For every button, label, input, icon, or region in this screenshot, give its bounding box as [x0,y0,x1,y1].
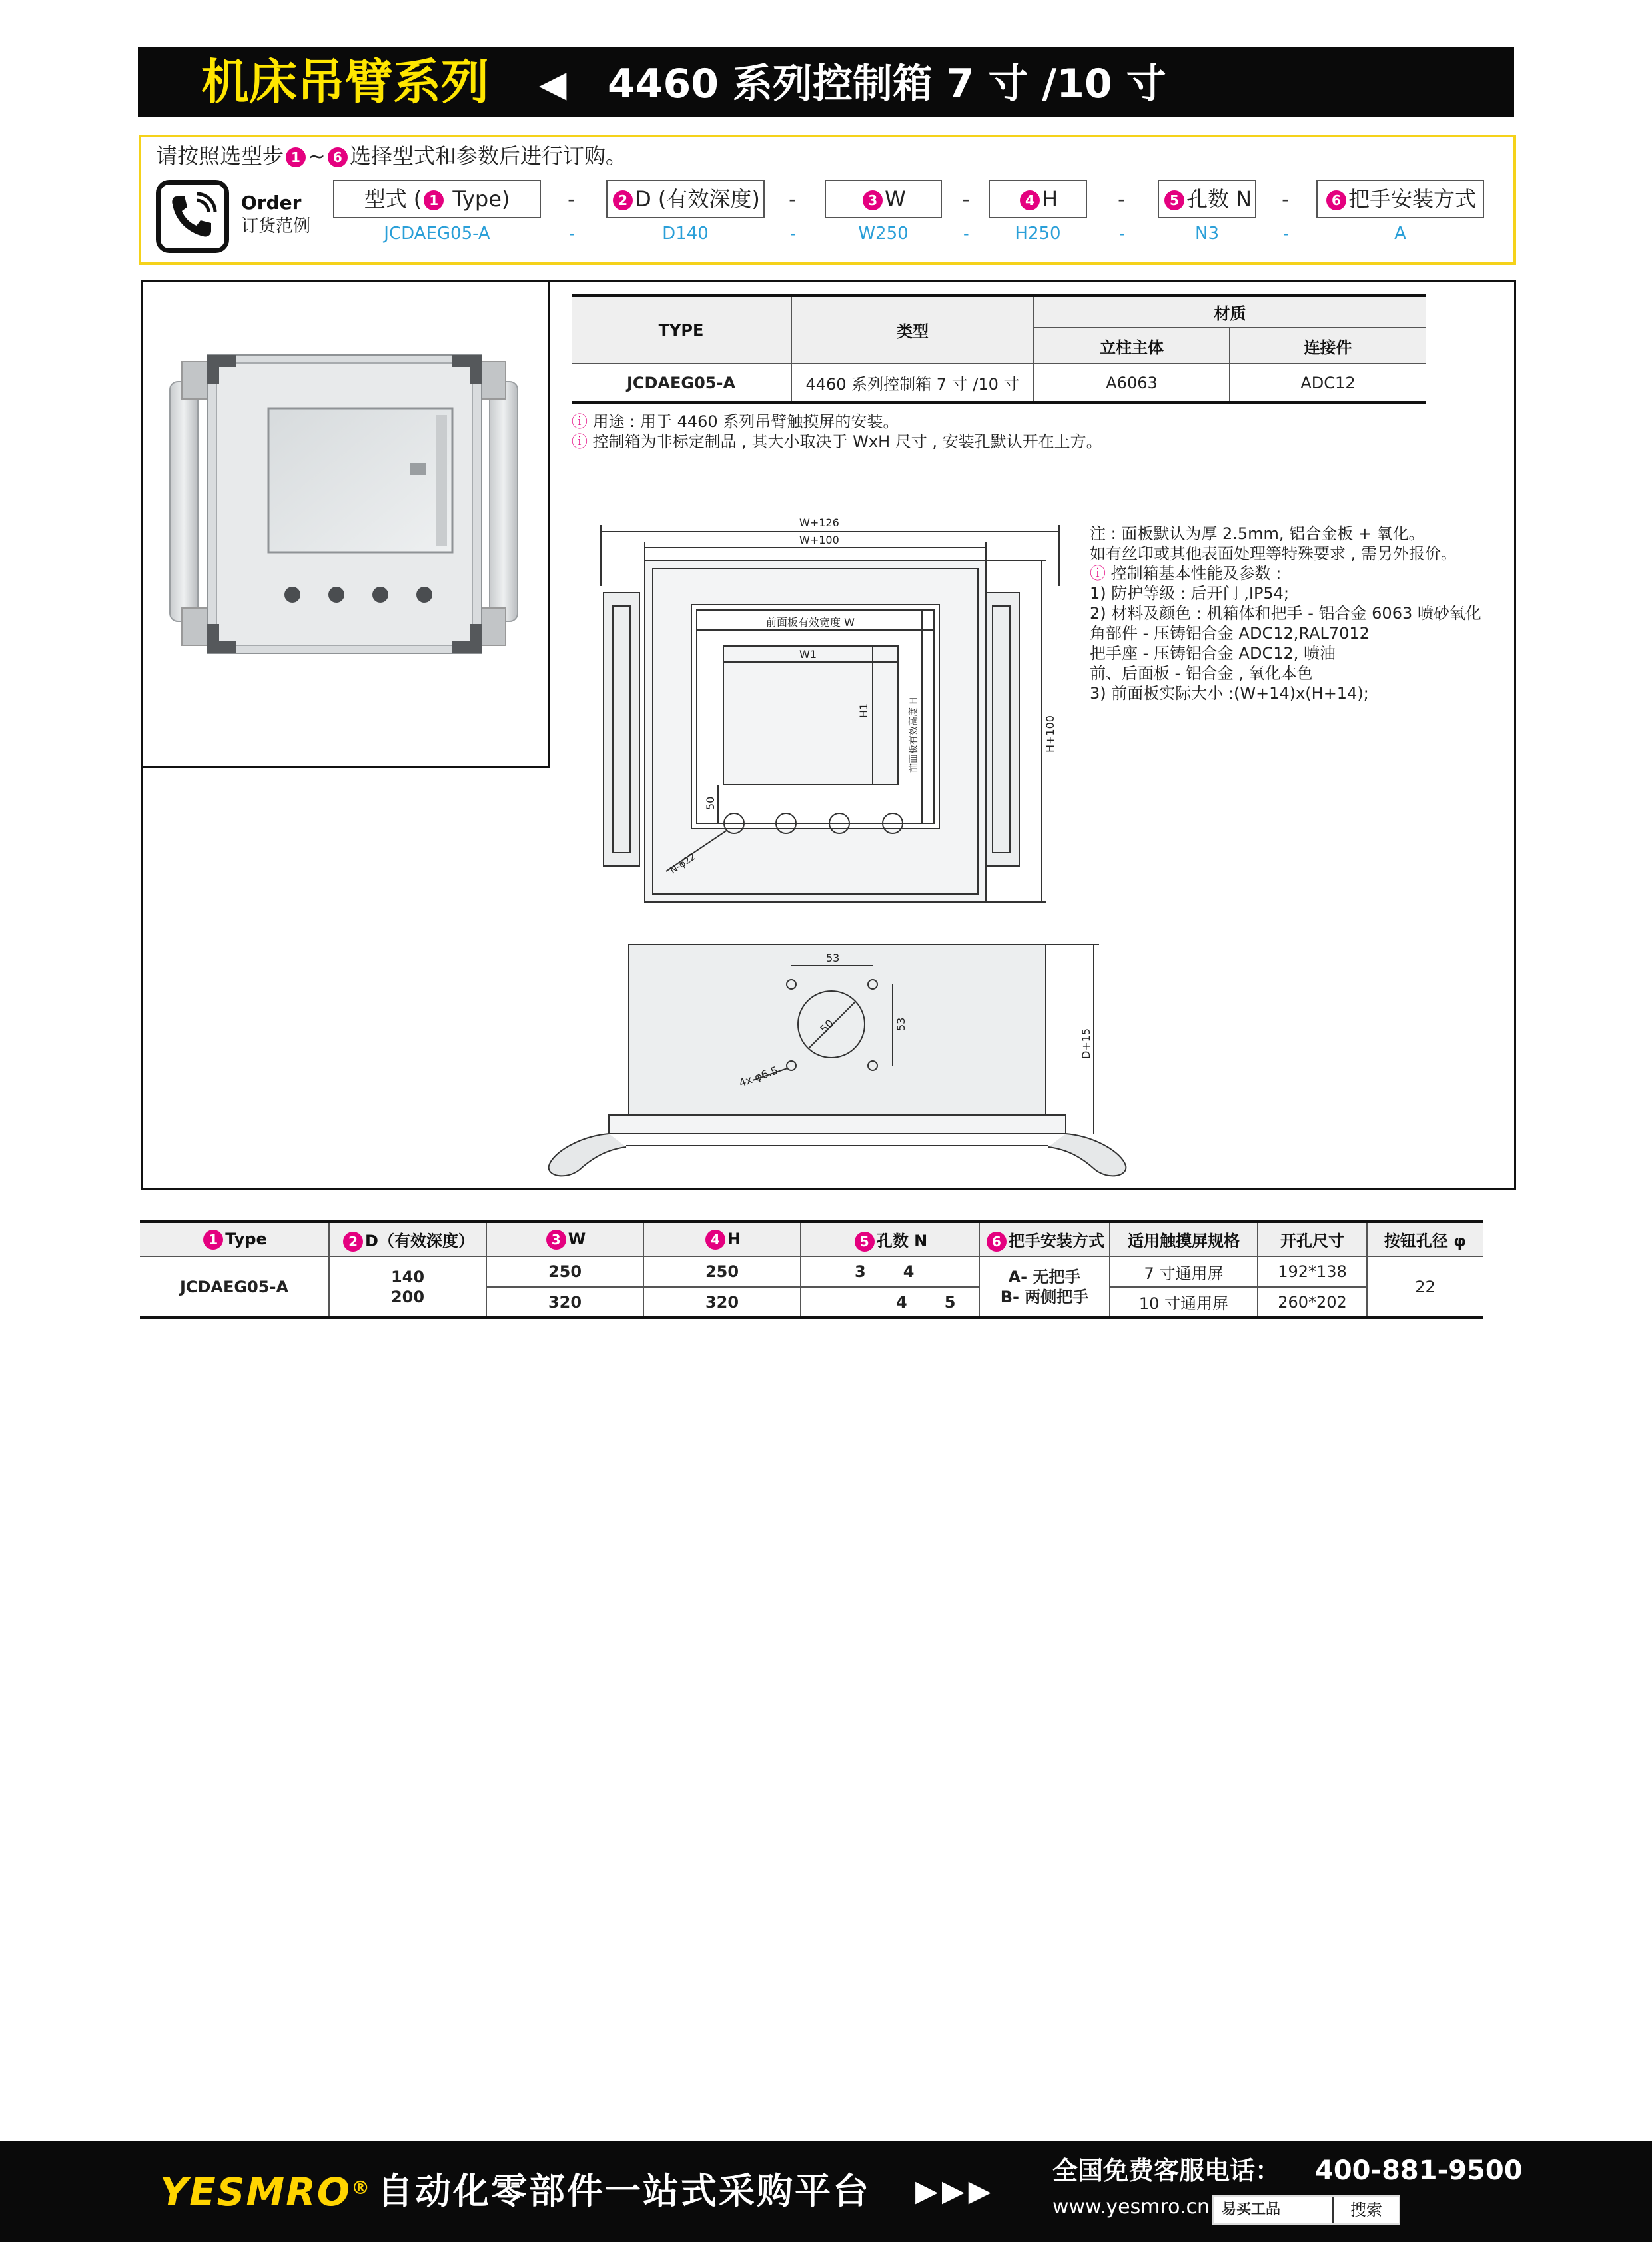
order-value-depth: D140 [662,224,709,244]
order-label-zh: 订货范例 [241,216,311,236]
spec-header-body: 立柱主体 [1034,328,1230,364]
col-height: 4 H [643,1222,801,1256]
col-depth: 2 D（有效深度） [329,1222,486,1256]
order-separator: - [962,187,970,212]
dim-50: 50 [704,796,717,810]
order-example-box [139,135,1516,265]
brand-logo[interactable]: YESMRO® [160,2169,372,2215]
spec-kind: 4460 系列控制箱 7 寸 /10 寸 [791,364,1034,402]
cell-button: 22 [1367,1256,1483,1317]
warning-icon: ⓘ [572,432,588,451]
hotline-label: 全国免费客服电话： [1052,2156,1281,2185]
dim-h100: H+100 [1044,715,1056,753]
spec-table [572,294,1426,404]
spec-header-kind: 类型 [791,296,1034,364]
usage-notes: ⓘ 用途 : 用于 4460 系列吊臂触摸屏的安装。 ⓘ 控制箱为非标定制品 , 其大小取决于 WxH 尺寸 , 安装孔默认开在上方。 [572,412,1102,451]
warning-icon: ⓘ [1090,564,1106,583]
table-header-row [140,1222,1483,1256]
order-field-depth: 2 D (有效深度) [606,180,765,218]
col-screen: 适用触摸屏规格 [1110,1222,1258,1256]
table-row [572,364,1426,402]
order-separator: - [789,187,797,212]
order-label-en: Order [241,192,302,214]
dim-front-w: 前面板有效宽度 W [766,616,855,629]
spec-header-conn: 连接件 [1230,328,1426,364]
cell-width: 320 [486,1287,643,1317]
spec-type: JCDAEG05-A [572,364,791,402]
dim-w100: W+100 [799,534,839,546]
dim-side-53: 53 [895,1017,907,1031]
step-1-badge: 1 [286,147,306,167]
order-value-height: H250 [1015,224,1061,244]
dim-d15: D+15 [1080,1028,1092,1059]
website-link[interactable]: www.yesmro.cn [1052,2195,1210,2219]
order-separator: - [569,224,575,243]
spec-header-type: TYPE [572,296,791,364]
cell-height: 250 [643,1256,801,1287]
product-photo [143,282,550,768]
order-field-holes: 5 孔数 N [1158,180,1256,218]
col-holes: 5 孔数 N [801,1222,979,1256]
spec-conn: ADC12 [1230,364,1426,402]
order-separator: - [568,187,576,212]
order-value-handle: A [1394,224,1406,244]
cell-width: 250 [486,1256,643,1287]
order-separator: - [1282,187,1290,212]
table-row [140,1256,1483,1287]
spec-header-material: 材质 [1034,296,1426,328]
dim-circle-50: 50 [817,1016,837,1036]
order-value-holes: N3 [1195,224,1219,244]
order-separator: - [1118,187,1126,212]
search-placeholder: 易买工品 [1222,2201,1281,2218]
cell-holes: 4 5 [801,1287,979,1317]
order-field-height: 4 H [989,180,1087,218]
left-arrow-icon: ◀ [539,63,567,105]
product-title: 4460 系列控制箱 7 寸 /10 寸 [608,61,1166,107]
slogan: 自动化零部件一站式采购平台 [377,2170,871,2212]
search-button[interactable]: 搜索 [1332,2197,1399,2223]
order-value-width: W250 [858,224,909,244]
cell-type: JCDAEG05-A [140,1256,329,1317]
dim-w126: W+126 [799,516,839,529]
hotline-number[interactable]: 400-881-9500 [1315,2155,1523,2186]
col-type: 1 Type [140,1222,329,1256]
triple-arrow-icon: ▶▶▶ [915,2174,995,2208]
dim-top-53: 53 [826,952,840,964]
cell-holes: 3 4 [801,1256,979,1287]
control-box-image [143,282,547,765]
cell-screen: 7 寸通用屏 [1110,1256,1258,1287]
col-handle: 6 把手安装方式 [979,1222,1110,1256]
cell-cutout: 192*138 [1258,1256,1367,1287]
title-bar [138,47,1514,117]
search-input[interactable] [1212,2195,1400,2225]
dim-w1: W1 [799,648,817,661]
cell-handle: A- 无把手 B- 两侧把手 [979,1256,1110,1317]
dim-front-h: 前面板有效高度 H [909,697,919,773]
order-field-handle: 6 把手安装方式 [1316,180,1484,218]
step-6-badge: 6 [328,147,348,167]
cell-cutout: 260*202 [1258,1287,1367,1317]
technical-notes: 注 : 面板默认为厚 2.5mm, 铝合金板 + 氧化。 如有丝印或其他表面处理等特殊要求 , 需另外报价。 ⓘ 控制箱基本性能及参数 : 1) 防护等级 : 后开门 ,IP54; 2) 材料及颜色 : 机箱体和把手 - 铝合金 6063 喷砂氧化 角部件 - 压铸铝合金 ADC12,RAL7012 把手座 - 压铸铝合金 ADC12, 喷油 前、后面板 - 铝合金 , 氧化本色 3) 前面板实际大小 :(W+14)x(H+14); [1090,524,1481,703]
col-button: 按钮孔径 φ [1367,1222,1483,1256]
order-separator: - [1283,224,1289,243]
cell-depth: 140 200 [329,1256,486,1317]
spec-body: A6063 [1034,364,1230,402]
warning-icon: ⓘ [572,412,588,431]
selection-table [140,1220,1483,1319]
order-separator: - [1119,224,1125,243]
top-view-drawing [540,933,1139,1186]
order-field-type: 型式 ( 1 Type) [333,180,541,218]
order-value-type: JCDAEG05-A [384,224,490,244]
front-view-drawing [580,506,1072,913]
cell-height: 320 [643,1287,801,1317]
footer-bar [0,2141,1652,2242]
series-title: 机床吊臂系列 [201,54,490,110]
order-separator: - [963,224,969,243]
col-width: 3 W [486,1222,643,1256]
dim-n22: N-φ22 [668,851,698,877]
order-separator: - [790,224,796,243]
col-cutout: 开孔尺寸 [1258,1222,1367,1256]
cell-screen: 10 寸通用屏 [1110,1287,1258,1317]
dim-holes: 4x φ6.5 [737,1064,780,1090]
dim-h1: H1 [857,703,870,718]
order-field-width: 3 W [825,180,942,218]
phone-icon [156,180,229,253]
order-instruction: 请按照选型步 1 ~ 6 选择型式和参数后进行订购。 [156,143,627,169]
